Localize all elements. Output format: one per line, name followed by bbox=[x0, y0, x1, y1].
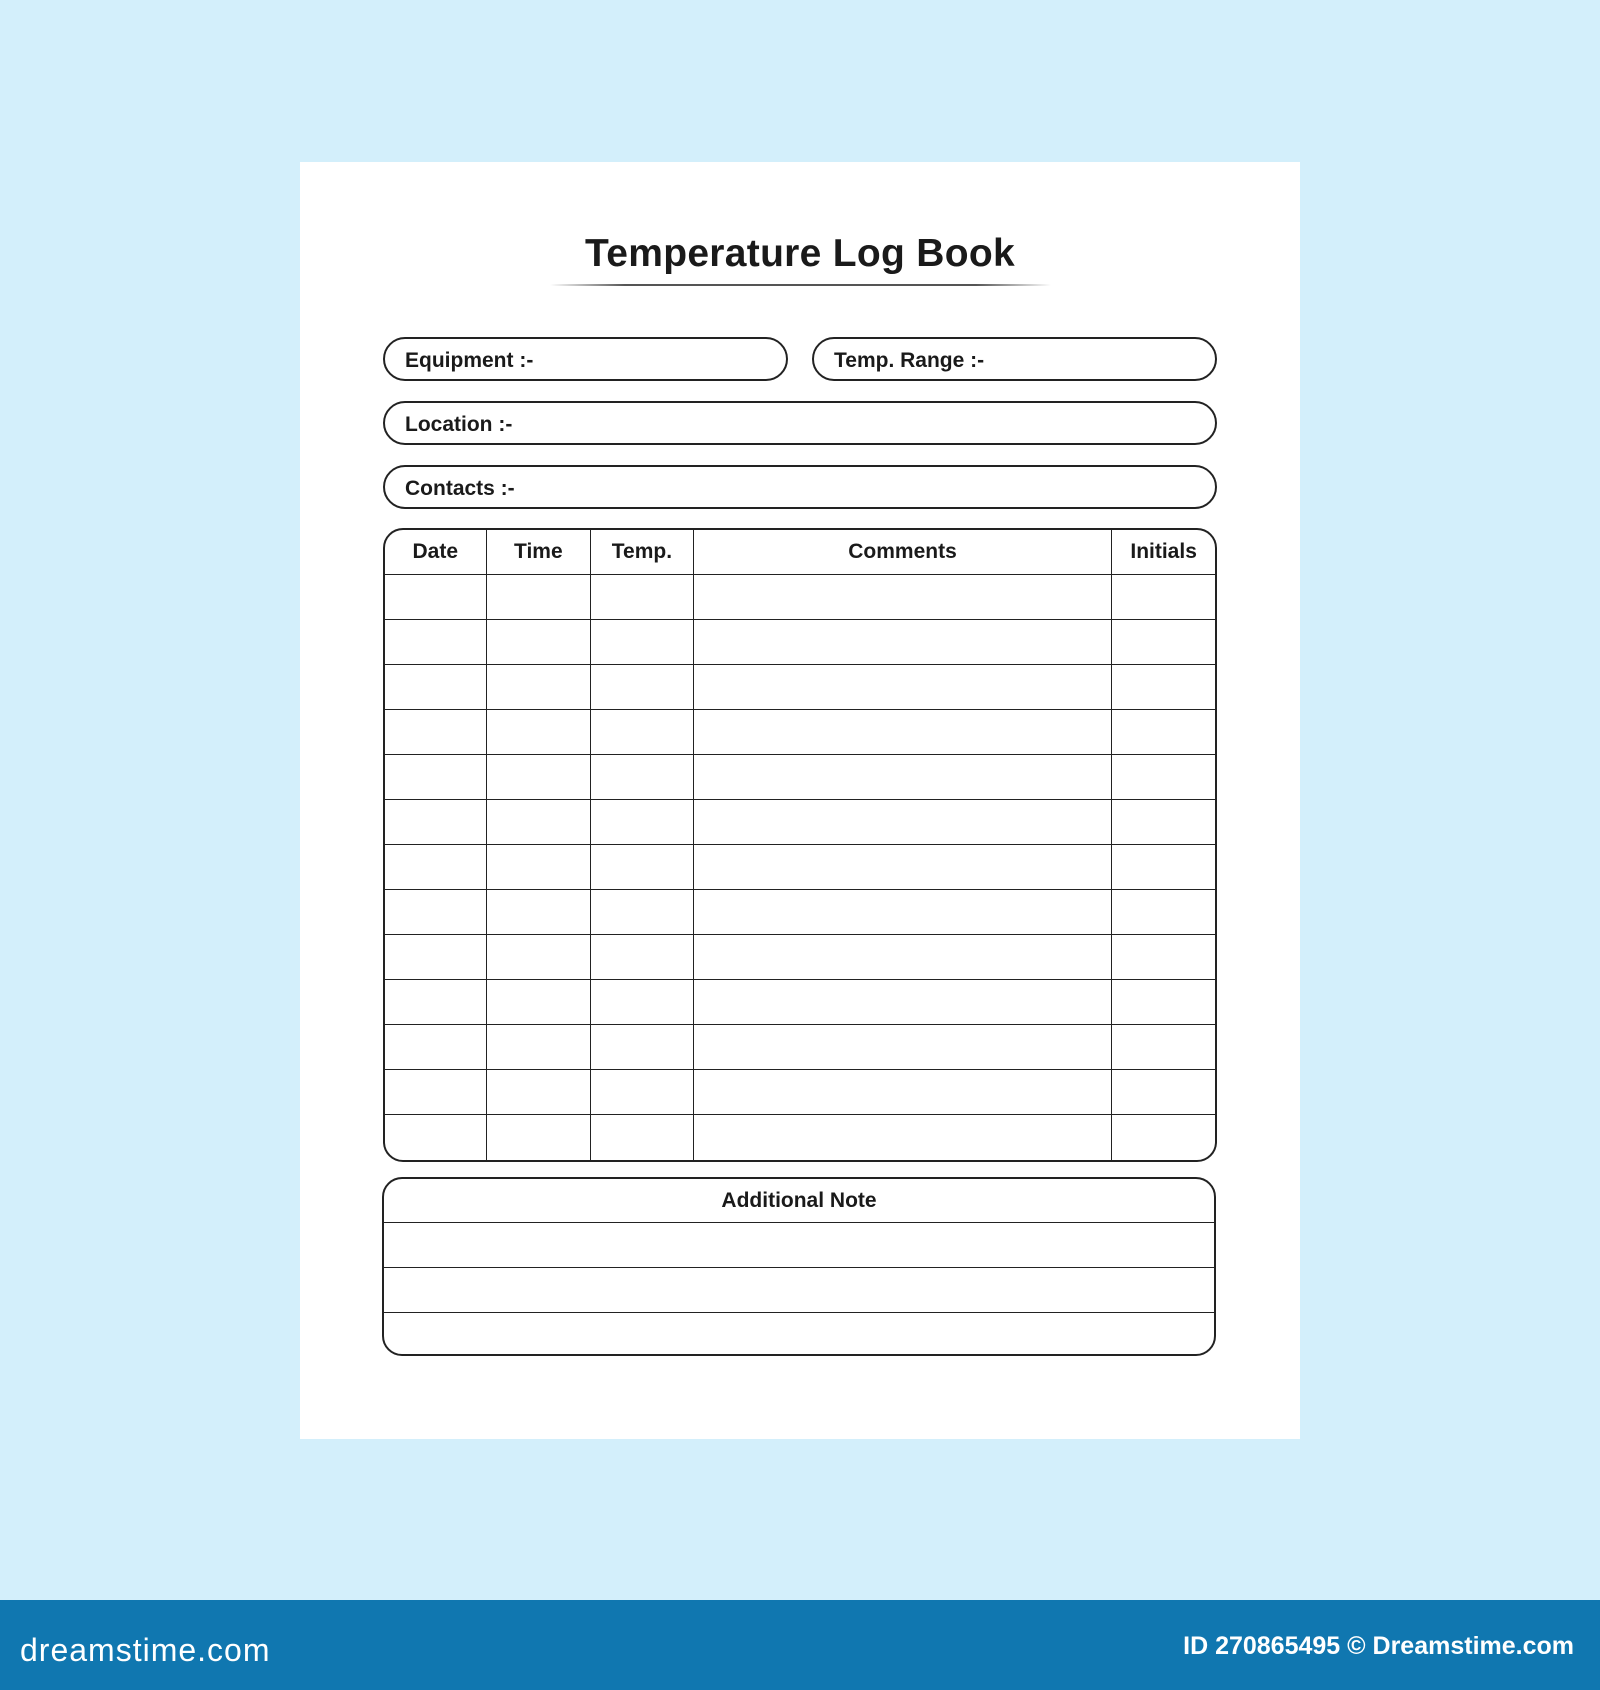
table-cell[interactable] bbox=[487, 665, 592, 710]
table-cell[interactable] bbox=[694, 620, 1113, 665]
table-cell[interactable] bbox=[487, 980, 592, 1025]
table-cell[interactable] bbox=[385, 710, 487, 755]
table-cell[interactable] bbox=[385, 665, 487, 710]
table-cell[interactable] bbox=[694, 1070, 1113, 1115]
table-cell[interactable] bbox=[385, 620, 487, 665]
table-cell[interactable] bbox=[1112, 575, 1215, 620]
note-line[interactable] bbox=[384, 1313, 1214, 1356]
header-time: Time bbox=[487, 530, 592, 575]
header-date: Date bbox=[385, 530, 487, 575]
table-cell[interactable] bbox=[487, 1025, 592, 1070]
note-line[interactable] bbox=[384, 1223, 1214, 1268]
table-cell[interactable] bbox=[487, 1070, 592, 1115]
table-cell[interactable] bbox=[591, 935, 694, 980]
table-cell[interactable] bbox=[1112, 1025, 1215, 1070]
table-cell[interactable] bbox=[1112, 1070, 1215, 1115]
table-row bbox=[385, 665, 1215, 710]
table-cell[interactable] bbox=[385, 890, 487, 935]
dreamstime-logo: dreamstime.com bbox=[20, 1632, 271, 1668]
table-cell[interactable] bbox=[694, 755, 1113, 800]
table-cell[interactable] bbox=[591, 575, 694, 620]
table-cell[interactable] bbox=[385, 1025, 487, 1070]
table-cell[interactable] bbox=[694, 935, 1113, 980]
log-table bbox=[383, 528, 1217, 1162]
table-cell[interactable] bbox=[487, 1115, 592, 1160]
table-row bbox=[385, 575, 1215, 620]
table-row bbox=[385, 755, 1215, 800]
table-row bbox=[385, 1115, 1215, 1160]
table-row bbox=[385, 1070, 1215, 1115]
table-cell[interactable] bbox=[1112, 620, 1215, 665]
table-cell[interactable] bbox=[487, 845, 592, 890]
table-cell[interactable] bbox=[385, 1070, 487, 1115]
table-cell[interactable] bbox=[487, 620, 592, 665]
table-cell[interactable] bbox=[1112, 845, 1215, 890]
table-cell[interactable] bbox=[591, 890, 694, 935]
table-cell[interactable] bbox=[385, 800, 487, 845]
table-cell[interactable] bbox=[694, 665, 1113, 710]
table-cell[interactable] bbox=[1112, 710, 1215, 755]
contacts-field[interactable]: Contacts :- bbox=[383, 465, 1217, 509]
equipment-field[interactable]: Equipment :- bbox=[383, 337, 788, 381]
table-row bbox=[385, 845, 1215, 890]
table-cell[interactable] bbox=[694, 980, 1113, 1025]
table-cell[interactable] bbox=[591, 755, 694, 800]
table-row bbox=[385, 935, 1215, 980]
additional-note-header: Additional Note bbox=[384, 1179, 1214, 1223]
table-cell[interactable] bbox=[1112, 755, 1215, 800]
table-cell[interactable] bbox=[694, 575, 1113, 620]
temp-range-field[interactable]: Temp. Range :- bbox=[812, 337, 1217, 381]
header-temp: Temp. bbox=[591, 530, 694, 575]
table-cell[interactable] bbox=[1112, 1115, 1215, 1160]
table-cell[interactable] bbox=[385, 980, 487, 1025]
table-cell[interactable] bbox=[694, 800, 1113, 845]
table-row bbox=[385, 890, 1215, 935]
image-credit: ID 270865495 © Dreamstime.com bbox=[1183, 1632, 1574, 1660]
table-cell[interactable] bbox=[591, 710, 694, 755]
table-cell[interactable] bbox=[694, 1025, 1113, 1070]
table-cell[interactable] bbox=[1112, 800, 1215, 845]
table-cell[interactable] bbox=[487, 935, 592, 980]
table-cell[interactable] bbox=[487, 575, 592, 620]
table-cell[interactable] bbox=[487, 890, 592, 935]
table-cell[interactable] bbox=[591, 1070, 694, 1115]
table-row bbox=[385, 1025, 1215, 1070]
header-comments: Comments bbox=[694, 530, 1113, 575]
table-cell[interactable] bbox=[385, 935, 487, 980]
table-row bbox=[385, 800, 1215, 845]
table-cell[interactable] bbox=[591, 800, 694, 845]
table-cell[interactable] bbox=[385, 1115, 487, 1160]
table-header-row bbox=[385, 530, 1215, 575]
table-cell[interactable] bbox=[591, 980, 694, 1025]
table-cell[interactable] bbox=[591, 1025, 694, 1070]
table-cell[interactable] bbox=[694, 710, 1113, 755]
table-cell[interactable] bbox=[694, 890, 1113, 935]
table-cell[interactable] bbox=[487, 755, 592, 800]
location-field[interactable]: Location :- bbox=[383, 401, 1217, 445]
table-row bbox=[385, 620, 1215, 665]
table-cell[interactable] bbox=[1112, 935, 1215, 980]
table-cell[interactable] bbox=[591, 620, 694, 665]
page-title: Temperature Log Book bbox=[585, 232, 1015, 275]
table-row bbox=[385, 710, 1215, 755]
table-cell[interactable] bbox=[694, 845, 1113, 890]
table-cell[interactable] bbox=[591, 845, 694, 890]
note-line[interactable] bbox=[384, 1268, 1214, 1313]
table-cell[interactable] bbox=[487, 800, 592, 845]
log-sheet bbox=[300, 162, 1300, 1439]
table-cell[interactable] bbox=[1112, 665, 1215, 710]
table-cell[interactable] bbox=[385, 755, 487, 800]
table-cell[interactable] bbox=[385, 575, 487, 620]
table-cell[interactable] bbox=[591, 1115, 694, 1160]
title-underline bbox=[550, 284, 1051, 286]
table-cell[interactable] bbox=[1112, 890, 1215, 935]
table-cell[interactable] bbox=[694, 1115, 1113, 1160]
table-cell[interactable] bbox=[487, 710, 592, 755]
table-cell[interactable] bbox=[385, 845, 487, 890]
table-cell[interactable] bbox=[1112, 980, 1215, 1025]
footer-bar bbox=[0, 1600, 1600, 1690]
table-row bbox=[385, 980, 1215, 1025]
additional-note-box bbox=[382, 1177, 1216, 1356]
table-cell[interactable] bbox=[591, 665, 694, 710]
header-initials: Initials bbox=[1112, 530, 1215, 575]
